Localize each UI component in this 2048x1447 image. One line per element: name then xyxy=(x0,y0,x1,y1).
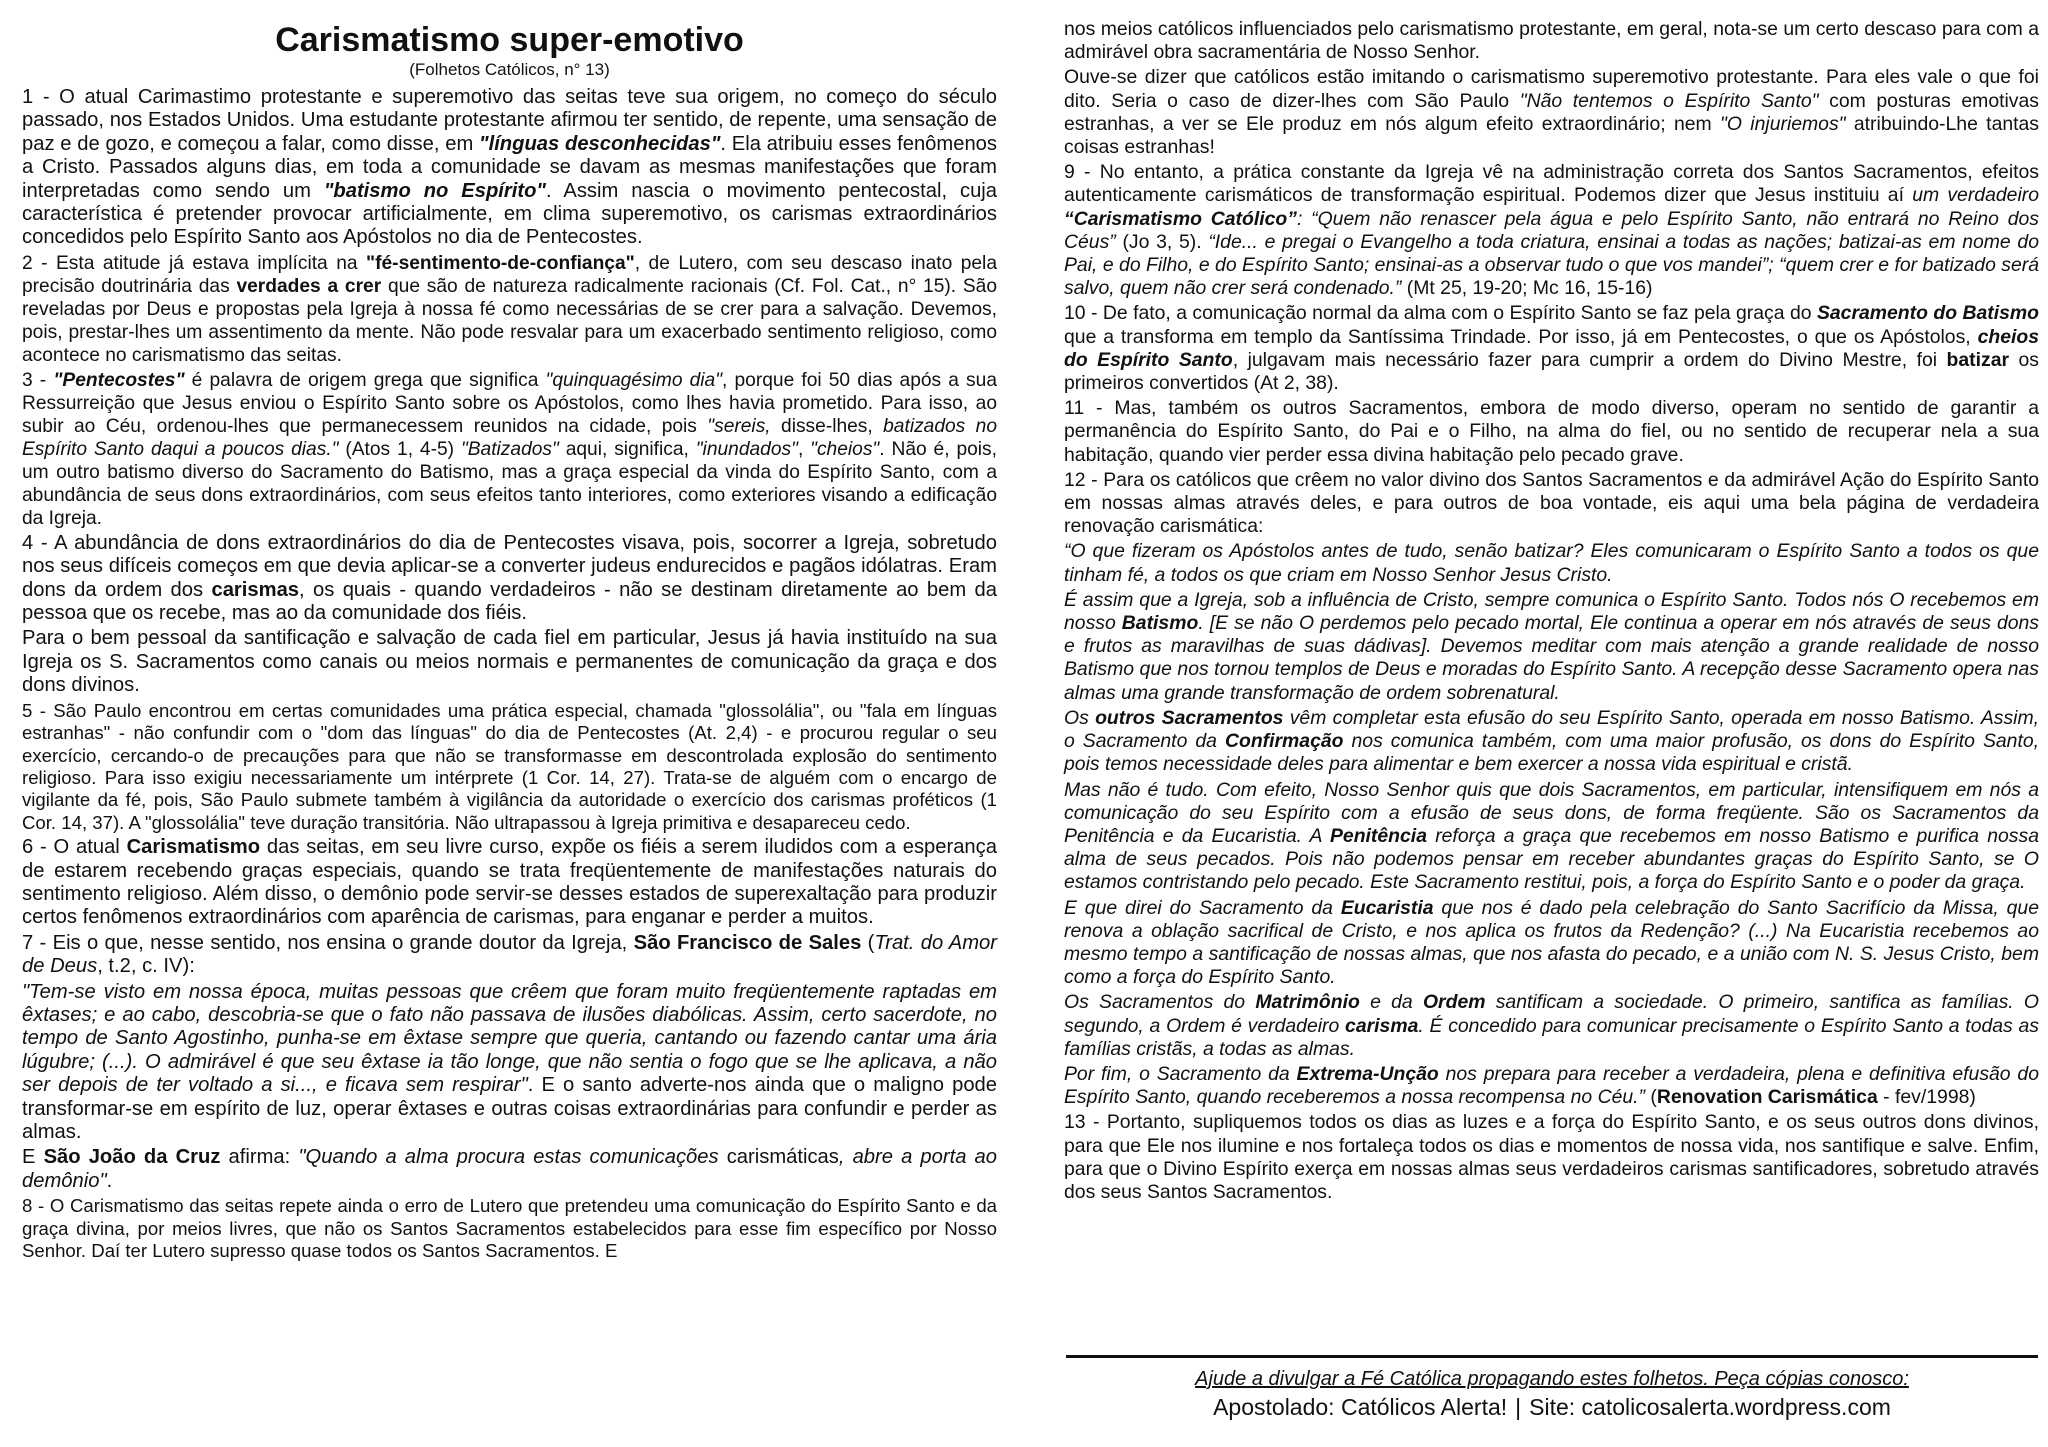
footer-apostolado: Apostolado: Católicos Alerta! xyxy=(1213,1394,1508,1420)
paragraph-8: 8 - O Carismatismo das seitas repete ainda o erro de Lutero que pretendeu uma comunicação do Espírito Santo e da graça divina, por meios livres, que não os Santos Sacramentos estabelecidos para esse fim específico por Nosso Senhor. Daí ter Lutero supresso quase todos os Santos Sacramentos. E xyxy=(22,1195,997,1262)
footer-divider xyxy=(1066,1355,2038,1358)
paragraph-5: 5 - São Paulo encontrou em certas comunidades uma prática especial, chamada "glossolália", ou "fala em línguas estranhas" - não confundir com o "dom das línguas" do dia de Pentecostes (At. 2,4) - e procurou regular o seu exercício, cercando-o de precauções para que não se transformasse em descontrolada explosão do sentimento religioso. Para isso exigiu necessariamente um intérprete (1 Cor. 14, 27). Trata-se de alguém com o encargo de vigilante da fé, pois, São Paulo submete também à vigilância da autoridade o exercício dos carismas proféticos (1 Cor. 14, 37). A "glossolália" teve duração transitória. Não ultrapassou à Igreja primitiva e desapareceu cedo. xyxy=(22,699,997,833)
quote-4: Mas não é tudo. Com efeito, Nosso Senhor quis que dois Sacramentos, em particular, intensifiquem em nós a comunicação do seu Espírito com a efusão de seus dons, de forma freqüente. São os Sacramentos da Penitência e da Eucaristia. A Penitência reforça a graça que recebemos em nosso Batismo e purifica nossa alma de seus pecados. Pois não podemos pensar em receber abundantes graças do Espírito Santo, se O estamos contristando pelo pecado. Este Sacramento restitui, pois, a força do Espírito Santo e o poder da graça. xyxy=(1064,778,2039,894)
footer xyxy=(1066,1366,2038,1422)
paragraph-4b: Para o bem pessoal da santificação e salvação de cada fiel em particular, Jesus já havia instituído na sua Igreja os S. Sacramentos como canais ou meios normais e permanentes de comunicação da graça e dos dons divinos. xyxy=(22,627,997,697)
right-column xyxy=(1064,18,2039,1206)
paragraph-9: 9 - No entanto, a prática constante da Igreja vê na administração correta dos Santos Sacramentos, efeitos autenticamente carismáticos de transformação espiritual. Podemos dizer que Jesus instituiu aí um verdadeiro “Carismatismo Católico”: “Quem não renascer pela água e pelo Espírito Santo, não entrará no Reino dos Céus” (Jo 3, 5). “Ide... e pregai o Evangelho a toda criatura, ensinai a todas as nações; batizai-as em nome do Pai, e do Filho, e do Espírito Santo; ensinai-as a observar tudo o que vos mandei”; “quem crer e for batizado será salvo, quem não crer será condenado.” (Mt 25, 19-20; Mc 16, 15-16) xyxy=(1064,161,2039,300)
quote-7: Por fim, o Sacramento da Extrema-Unção nos prepara para receber a verdadeira, plena e definitiva efusão do Espírito Santo, quando receberemos a nossa recompensa no Céu.” (Renovation Carismática - fev/1998) xyxy=(1064,1062,2039,1109)
paragraph-6: 6 - O atual Carismatismo das seitas, em seu livre curso, expõe os fiéis a serem iludidos com a esperança de estarem recebendo graças especiais, quando se trata freqüentemente de manifestações naturais do sentimento religioso. Além disso, o demônio pode servir-se desses estados de superexaltação para produzir certos fenômenos extraordinários com aparência de carismas, para enganar e perder a muitos. xyxy=(22,836,997,929)
quote-1: “O que fizeram os Apóstolos antes de tudo, senão batizar? Eles comunicaram o Espírito Santo a todos os que tinham fé, a todos os que criam em Nosso Senhor Jesus Cristo. xyxy=(1064,540,2039,586)
paragraph-3: 3 - "Pentecostes" é palavra de origem grega que significa "quinquagésimo dia", porque foi 50 dias após a sua Ressurreição que Jesus enviou o Espírito Santo sobre os Apóstolos, como lhes havia prometido. Para isso, ao subir ao Céu, ordenou-lhes que permanecessem reunidos na cidade, pois "sereis, disse-lhes, batizados no Espírito Santo daqui a poucos dias." (Atos 1, 4-5) "Batizados" aqui, significa, "inundados", "cheios". Não é, pois, um outro batismo diverso do Sacramento do Batismo, mas a graça especial da vinda do Espírito Santo, com a abundância de seus dons extraordinários, com seus efeitos tanto interiores, como exteriores visando a edificação da Igreja. xyxy=(22,369,998,529)
quote-2: É assim que a Igreja, sob a influência de Cristo, sempre comunica o Espírito Santo. Todos nós O recebemos em nosso Batismo. [E se não O perdemos pelo pecado mortal, Ele continua a operar em nós através de seus dons e frutos as maravilhas de suas dádivas]. Devemos meditar com mais atenção a grande realidade de nosso Batismo que nos tornou templos de Deus e moradas do Espírito Santo. A recepção desse Sacramento opera nas almas uma grande transformação de ordem sobrenatural. xyxy=(1064,588,2039,704)
paragraph-11: 11 - Mas, também os outros Sacramentos, embora de modo diverso, operam no sentido de garantir a permanência do Espírito Santo, do Pai e o Filho, na alma do fiel, ou no sentido de recuperar nela a sua habitação, quando vier perder essa divina habitação pelo pecado grave. xyxy=(1064,397,2039,466)
footer-site-link[interactable]: Site: catolicosalerta.wordpress.com xyxy=(1529,1394,1891,1420)
left-column xyxy=(22,14,997,1264)
paragraph-8d: Ouve-se dizer que católicos estão imitando o carismatismo superemotivo protestante. Para eles vale o que foi dito. Seria o caso de dizer-lhes com São Paulo "Não tentemos o Espírito Santo" com posturas emotivas estranhas, a ver se Ele produz em nós algum efeito extraordinário; nem "O injuriemos" atribuindo-Lhe tantas coisas estranhas! xyxy=(1064,66,2039,159)
paragraph-4: 4 - A abundância de dons extraordinários do dia de Pentecostes visava, pois, socorrer a Igreja, sobretudo nos seus difíceis começos em que devia aplicar-se a converter judeus endurecidos e pagãos idólatras. Eram dons da ordem dos carismas, os quais - quando verdadeiros - não se destinam diretamente ao bem da pessoa que os recebe, mas ao da comunidade dos fiéis. xyxy=(22,531,997,625)
quote-3: Os outros Sacramentos vêm completar esta efusão do seu Espírito Santo, operada em nosso Batismo. Assim, o Sacramento da Confirmação nos comunica também, com uma maior profusão, os dons do Espírito Santo, pois temos necessidade deles para alimentar e bem exercer a nossa vida espiritual e cristã. xyxy=(1064,706,2040,776)
paragraph-7: 7 - Eis o que, nesse sentido, nos ensina o grande doutor da Igreja, São Francisco de Sales (Trat. do Amor de Deus, t.2, c. IV): xyxy=(22,931,997,978)
paragraph-12: 12 - Para os católicos que crêem no valor divino dos Santos Sacramentos e da admirável Ação do Espírito Santo em nossas almas através deles, e para outros de boa vontade, eis aqui uma bela página de verdadeira renovação carismática: xyxy=(1064,468,2039,538)
paragraph-7-quote: "Tem-se visto em nossa época, muitas pessoas que crêem que foram muito freqüentemente raptadas em êxtases; e ao cabo, descobria-se que o fato não passava de ilusões diabólicas. Assim, certo sacerdote, no tempo de Santo Agostinho, punha-se em êxtase sempre que queria, cantando ou fazendo cantar uma ária lúgubre; (...). O admirável é que seu êxtase ia tão longe, que não sentia o fogo que se lhe aplicava, a não ser depois de ter voltado a si..., e ficava sem respirar". E o santo adverte-nos ainda que o maligno pode transformar-se em espírito de luz, operar êxtases e outras coisas extraordinárias para confundir e perder as almas. xyxy=(22,980,997,1143)
paragraph-10: 10 - De fato, a comunicação normal da alma com o Espírito Santo se faz pela graça do Sacramento do Batismo que a transforma em templo da Santíssima Trindade. Por isso, já em Pentecostes, o que os Apóstolos, cheios do Espírito Santo, julgavam mais necessário fazer para cumprir a ordem do Divino Mestre, foi batizar os primeiros convertidos (At 2, 38). xyxy=(1064,302,2039,395)
quote-5: E que direi do Sacramento da Eucaristia que nos é dado pela celebração do Santo Sacrifício da Missa, que renova a oblação sacrifical de Cristo, e nos aplica os frutos da Redenção? (...) Na Eucaristia recebemos ao mesmo tempo a santificação de nossas almas, que nos afasta do pecado, e a união com N. S. Jesus Cristo, bem como a força do Espírito Santo. xyxy=(1064,896,2039,989)
footer-separator: | xyxy=(1515,1394,1522,1420)
paragraph-7b: E São João da Cruz afirma: "Quando a alma procura estas comunicações carismáticas, abre a porta ao demônio". xyxy=(22,1146,997,1192)
page-title: Carismatismo super-emotivo xyxy=(275,21,744,59)
paragraph-13: 13 - Portanto, supliquemos todos os dias as luzes e a força do Espírito Santo, e os seus outros dons divinos, para que Ele nos ilumine e nos fortaleça todos os dias e momentos de nossa vida, nos santifique e salve. Enfim, para que o Divino Espírito exerça em nossas almas seus verdadeiros carismas santificadores, sobretudo através dos seus Santos Sacramentos. xyxy=(1064,1111,2039,1203)
paragraph-8-continued: nos meios católicos influenciados pelo carismatismo protestante, em geral, nota-se um certo descaso para com a admirável obra sacramentária de Nosso Senhor. xyxy=(1064,18,2039,64)
footer-call-to-action: Ajude a divulgar a Fé Católica propagando estes folhetos. Peça cópias conosco: xyxy=(1195,1368,1909,1390)
page-subtitle: (Folhetos Católicos, n° 13) xyxy=(409,60,610,79)
paragraph-1: 1 - O atual Carimastimo protestante e superemotivo das seitas teve sua origem, no começo do século passado, nos Estados Unidos. Uma estudante protestante afirmou ter sentido, de repente, uma sensação de paz e de gozo, e começou a falar, como disse, em "línguas desconhecidas". Ela atribuiu esses fenômenos a Cristo. Passados alguns dias, em toda a comunidade se davam as mesmas manifestações que foram interpretadas como sendo um "batismo no Espírito". Assim nascia o movimento pentecostal, cuja característica é pretender provocar artificialmente, em clima superemotivo, os carismas extraordinários concedidos pelo Espírito Santo aos Apóstolos no dia de Pentecostes. xyxy=(22,86,998,249)
footer-contact-line xyxy=(1066,1392,2038,1422)
paragraph-2: 2 - Esta atitude já estava implícita na "fé-sentimento-de-confiança", de Lutero, com seu descaso inato pela precisão doutrinária das verdades a crer que são de natureza radicalmente racionais (Cf. Fol. Cat., n° 15). São reveladas por Deus e propostas pela Igreja à nossa fé como necessárias de se crer para a salvação. Devemos, pois, prestar-lhes um assentimento da mente. Não pode resvalar para um exacerbado sentimento religioso, como acontece no carismatismo das seitas. xyxy=(22,252,997,366)
quote-6: Os Sacramentos do Matrimônio e da Ordem santificam a sociedade. O primeiro, santifica as famílias. O segundo, a Ordem é verdadeiro carisma. É concedido para comunicar precisamente o Espírito Santo a todas as famílias cristãs, a todas as almas. xyxy=(1064,991,2039,1060)
